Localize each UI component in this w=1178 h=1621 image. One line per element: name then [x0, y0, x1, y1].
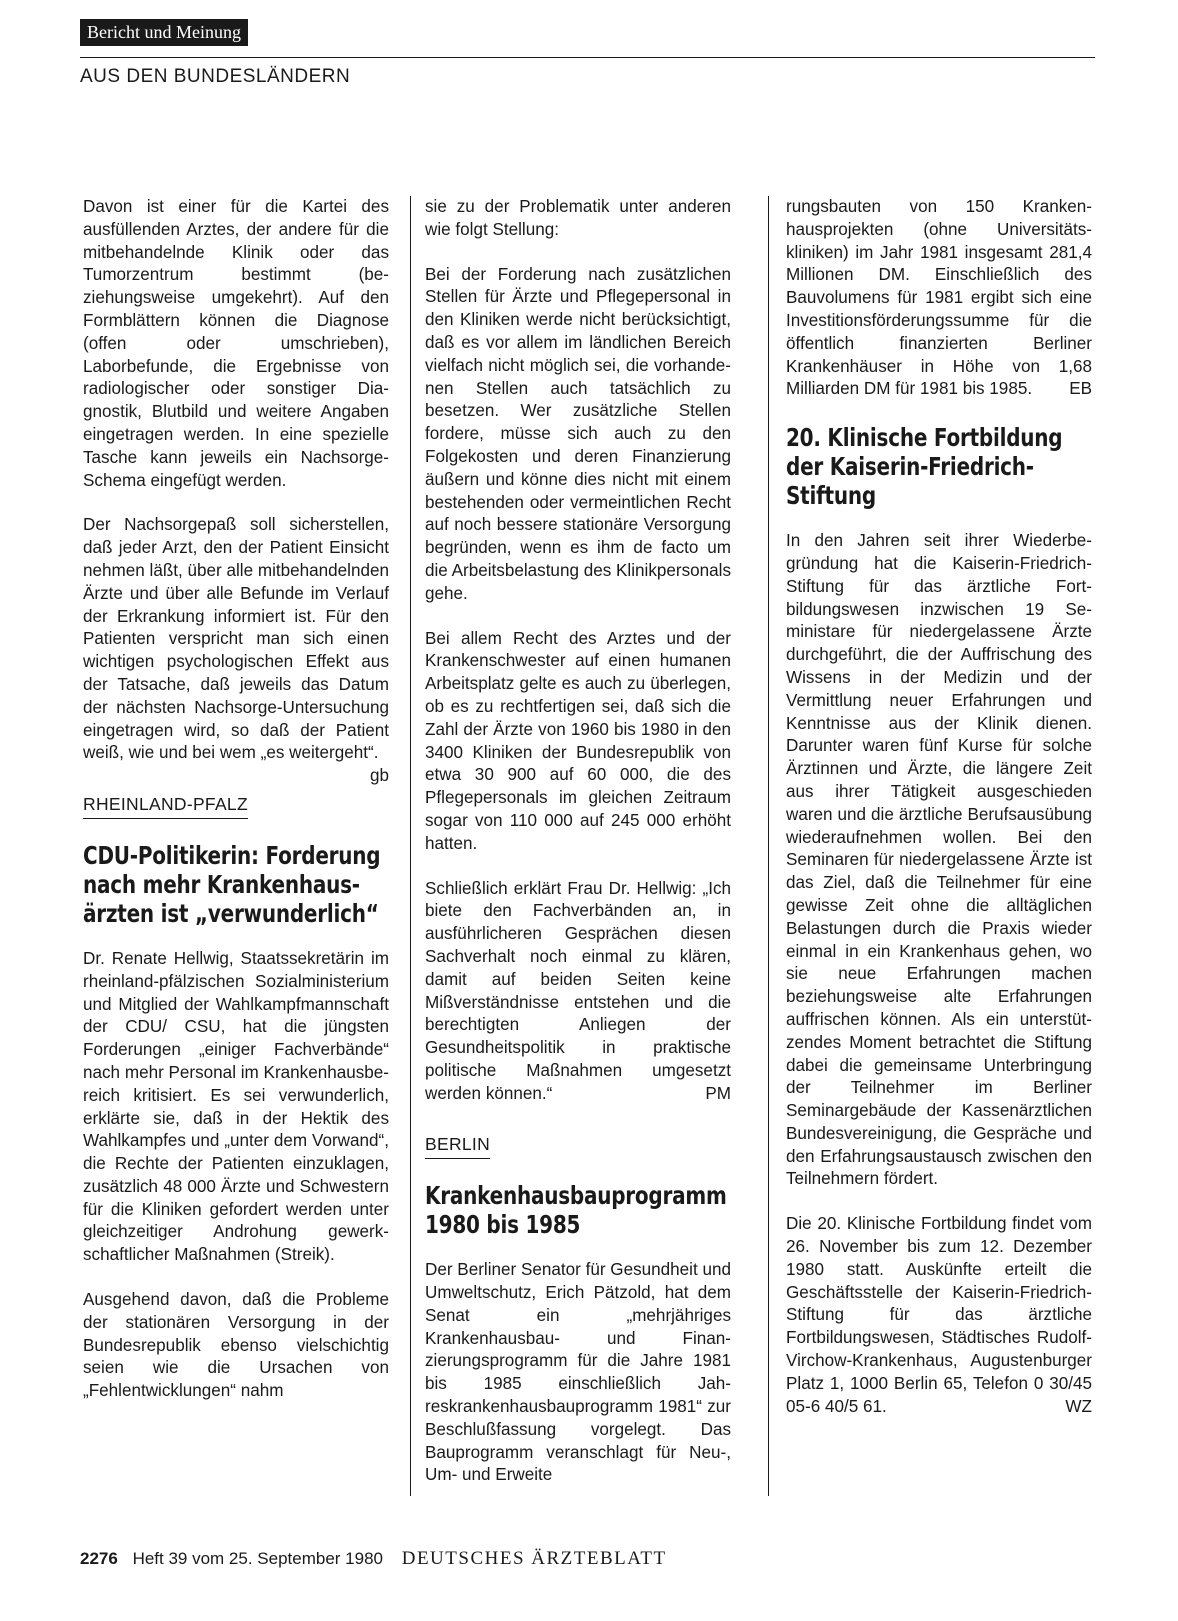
- page-footer: [80, 1548, 667, 1570]
- article-paragraph: Dr. Renate Hellwig, Staatssekretärin im rheinland-pfälzischen Sozialministerium und Mitglied der Wahlkampfmannschaft der CDU/ CSU, hat die jüngsten Forderungen „einiger Fachverbände“ nach mehr Personal im Krankenhausbereich kritisiert. Es sei verwunderlich, erklärte sie, daß in der Hektik des Wahlkampfes und „unter dem Vorwand“, die Rechte der Patienten einzuklagen, zusätzlich 48 000 Ärzte und Schwestern für die Kliniken gefordert werden unter gleichzeitiger Androhung gewerkschaftlicher Maßnahmen (Streik).: [83, 948, 389, 1265]
- article-paragraph: [425, 878, 731, 1106]
- column-1: [83, 196, 389, 1403]
- paragraph-text: Schließlich erklärt Frau Dr. Hellwig: „Ich biete den Fachverbänden an, in ausführlicheren Gesprächen diesen Sachverhalt noch einmal zu klären, damit auf beiden Seiten keine Mißverständnisse entstehen und die berechtigten Anliegen der Gesundheitspolitik in praktische politische Maßnahmen umgesetzt werden können.“: [425, 878, 731, 1103]
- paragraph-text: rungsbauten von 150 Krankenhausprojekten (ohne Universitätskliniken) im Jahr 1981 insgesamt 281,4 Millionen DM. Einschließlich des Bauvolumens für 1981 ergibt sich eine Investitionsförderungssumme für die öffentlich finanzierten Berliner Krankenhäuser in Höhe von 1,68 Milliarden DM für 1981 bis 1985.: [786, 197, 1092, 399]
- article-paragraph: [83, 514, 389, 786]
- column-divider: [768, 196, 769, 1496]
- article-paragraph: sie zu der Problematik unter anderen wie folgt Stellung:: [425, 197, 731, 239]
- article-paragraph: Davon ist einer für die Kartei des ausfüllenden Arztes, der andere für die mitbehandelnde Klinik oder das Tumorzentrum bestimmt (beziehungsweise umgekehrt). Auf den Formblättern können die Diagnose (offen oder umschrieben), Laborbefunde, die Ergebnisse von radiologischer oder sonstiger Diagnostik, Blutbild und weitere Angaben eingetragen werden. In eine spezielle Tasche kann jeweils ein Nachsorge-Schema eingefügt werden.: [83, 197, 389, 490]
- paragraph-text: Der Nachsorgepaß soll sicherstellen, daß jeder Arzt, den der Patient Einsicht nehmen läßt, über alle mitbehandelnden Ärzte und über alle Befunde im Verlauf der Erkrankung informiert ist. Für den Patienten verspricht man sich einen wichtigen psychologischen Effekt aus der Tatsache, daß jeweils das Datum der nächsten Nachsorge-Untersuchung eingetragen wird, so daß der Patient weiß, wie und bei wem „es weitergeht“.: [83, 515, 389, 763]
- section-kicker: AUS DEN BUNDESLÄNDERN: [80, 66, 351, 87]
- article-paragraph: [786, 196, 1092, 401]
- article-paragraph: Bei allem Recht des Arztes und der Krankenschwester auf einen humanen Arbeitsplatz gelte es auch zu überlegen, ob es zu rechtfertigen sei, daß sich die Zahl der Ärzte von 1960 bis 1980 in den 3400 Kliniken der Bundesrepublik von etwa 30 900 auf 60 000, die des Pflegepersonals im gleichen Zeitraum sogar von 110 000 auf 245 000 erhöht hatten.: [425, 628, 731, 853]
- issue-info: Heft 39 vom 25. September 1980: [132, 1549, 383, 1568]
- article-headline: Krankenhausbauprogramm 1980 bis 1985: [425, 1181, 727, 1240]
- column-3: [786, 196, 1092, 1418]
- article-paragraph: Der Berliner Senator für Gesundheit und Umweltschutz, Erich Pätzold, hat dem Senat ein „mehrjähriges Krankenhausbau- und Finanzierungsprogramm für die Jahre 1981 bis 1985 einschließlich Jahreskrankenhausbauprogramm 1981“ zur Beschlußfassung vorgelegt. Das Bauprogramm veranschlagt für Neu-, Um- und Erweite: [425, 1260, 731, 1485]
- article-paragraph: [786, 1213, 1092, 1418]
- column-2: [425, 196, 731, 1487]
- article-paragraph: Bei der Forderung nach zusätzlichen Stellen für Ärzte und Pflegepersonal in den Kliniken werde nicht berücksichtigt, daß es vor allem im ländlichen Bereich vielfach nicht möglich sei, die vorhandenen Stellen auch tatsächlich zu besetzen. Wer zusätzliche Stellen fordere, müsse sich auch zu den Folgekosten und deren Finanzierung äußern und könne dies nicht mit einem bestehenden oder vermeintlichen Recht auf noch bessere stationäre Versorgung begründen, wenn es ihm de facto um die Arbeitsbelastung des Klinikpersonals gehe.: [425, 264, 731, 603]
- author-signature: WZ: [1065, 1396, 1092, 1416]
- region-label: BERLIN: [425, 1133, 490, 1159]
- article-paragraph: In den Jahren seit ihrer Wiederbegründung hat die Kaiserin-Friedrich-Stiftung für das ärztliche Fortbildungswesen inzwischen 19 Seministare für niedergelassene Ärzte durchgeführt, die der Auffrischung des Wissens in der Medizin und der Vermittlung neuer Erfahrungen und Kenntnisse aus der Klinik dienen. Darunter waren fünf Kurse für solche Ärztinnen und Ärzte, die längere Zeit aus ihrer Tätigkeit ausgeschieden waren und die ärztliche Berufsausübung wiederaufnehmen wollen. Bei den Seminaren für niedergelassene Ärzte ist das Ziel, daß die Teilnehmer für eine gewisse Zeit ohne die alltäglichen Belastungen durch die Praxis wieder einmal in ein Krankenhaus gehen, wo sie neue Erfahrungen machen beziehungsweise alte Erfahrungen auffrischen können. Als ein unterstützendes Moment betrachtet die Stiftung dabei die gemeinsame Unterbringung der Teilnehmer im Berliner Seminargebäude der Kassenärztlichen Bundesvereinigung, die Gespräche und den Erfahrungsaustausch zwischen den Teilnehmern fördert.: [786, 531, 1092, 1189]
- article-headline: CDU-Politikerin: Forderung nach mehr Krankenhausärzten ist „verwunderlich“: [83, 840, 381, 928]
- header-rule: [80, 57, 1095, 58]
- paragraph-text: Die 20. Klinische Fortbildung findet vom 26. November bis zum 12. Dezember 1980 statt. Auskünfte erteilt die Geschäftsstelle der Kaiserin-Friedrich-Stiftung für das ärztliche Fortbildungswesen, Städtisches Rudolf-Virchow-Krankenhaus, Augustenburger Platz 1, 1000 Berlin 65, Telefon 0 30/45 05-6 40/5 61.: [786, 1214, 1092, 1416]
- journal-name: DEUTSCHES ÄRZTEBLATT: [401, 1548, 667, 1569]
- page-number: 2276: [80, 1549, 118, 1568]
- author-signature: PM: [705, 1083, 731, 1103]
- column-divider: [410, 196, 411, 1496]
- region-label: RHEINLAND-PFALZ: [83, 793, 248, 819]
- section-tag: Bericht und Meinung: [80, 19, 248, 46]
- author-signature: gb: [369, 766, 389, 786]
- article-paragraph: Ausgehend davon, daß die Probleme der stationären Versorgung in der Bundesrepublik ebenso vielschichtig seien wie die Ursachen von „Fehlentwicklungen“ nahm: [83, 1290, 389, 1401]
- article-headline: 20. Klinische Fortbildung der Kaiserin-Friedrich-Stiftung: [786, 423, 1063, 511]
- author-signature: EB: [1069, 379, 1092, 399]
